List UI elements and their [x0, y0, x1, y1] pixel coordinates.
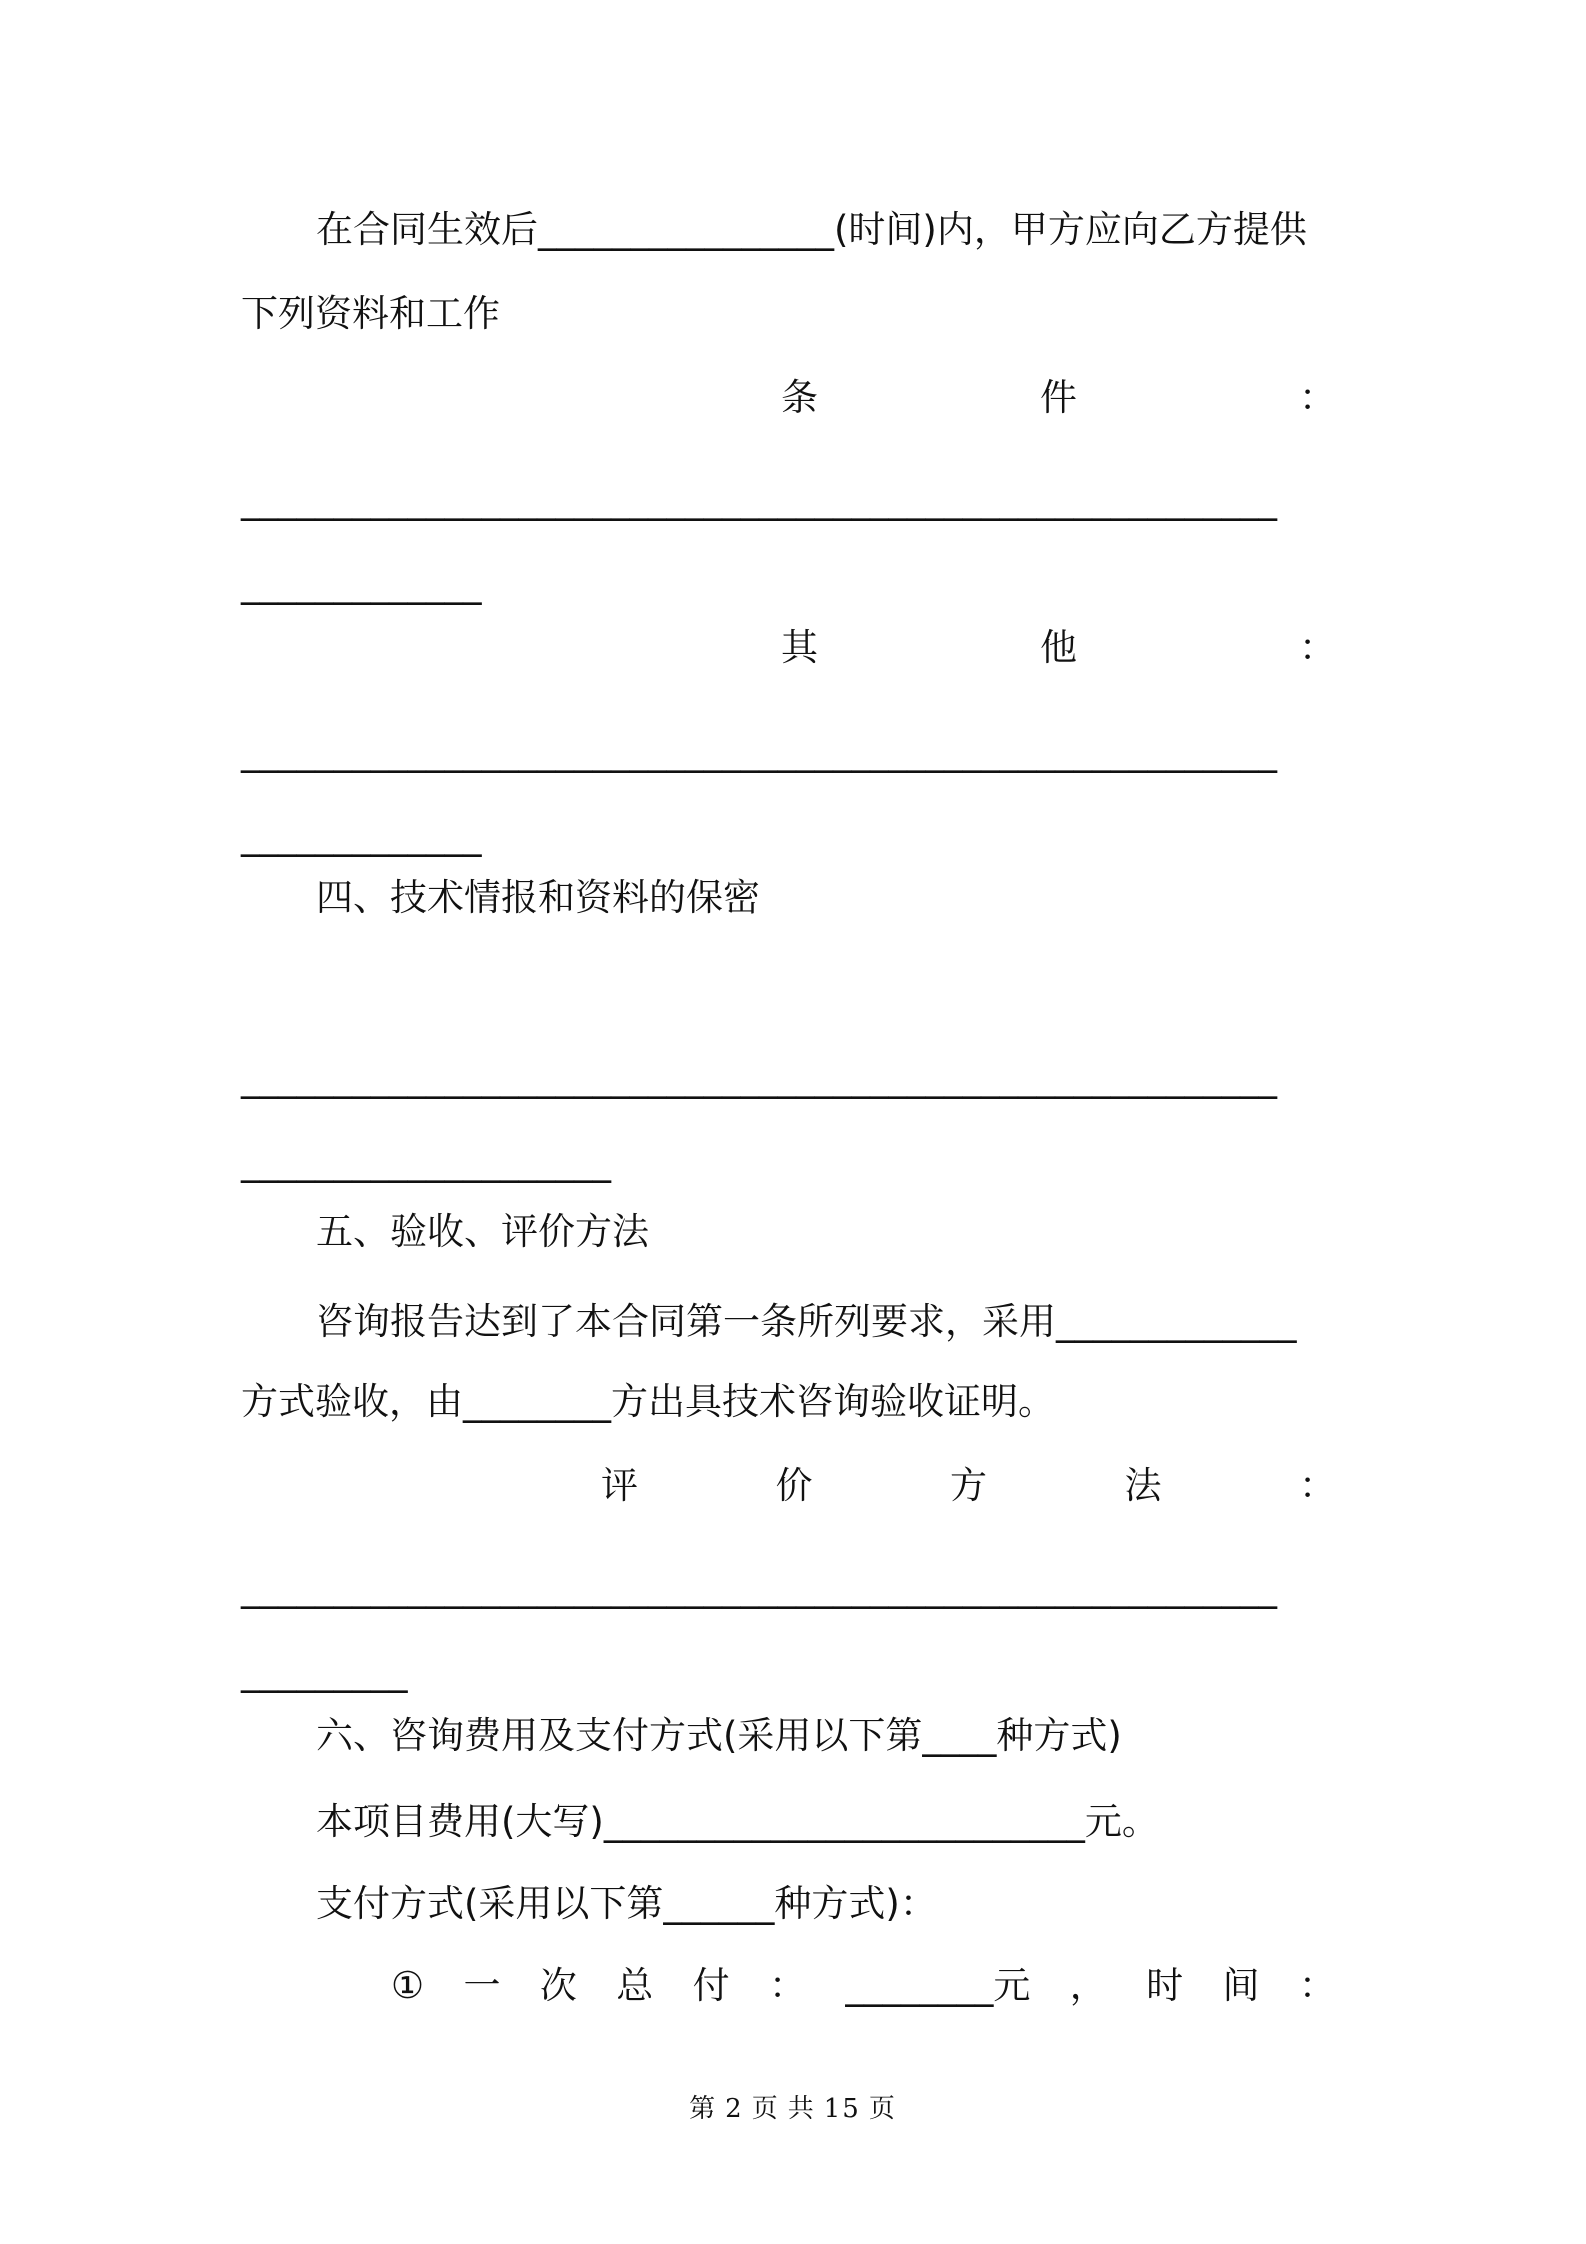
section-5-heading: 五、验收、评价方法 [316, 1210, 649, 1253]
payment-time-char-2: 间 [1222, 1964, 1260, 2007]
conditions-char-2: 件 [1040, 376, 1077, 419]
payment-char-1: 一 [463, 1964, 501, 2007]
conditions-heading [241, 374, 1336, 422]
evaluation-char-2: 价 [775, 1464, 813, 1507]
footer-page-label: 第 [689, 2094, 718, 2124]
payment-method-line: 支付方式(采用以下第______种方式)： [316, 1882, 937, 1925]
payment-amount-blank: ________元 [845, 1964, 1031, 2007]
payment-time-char-1: 时 [1146, 1964, 1184, 2007]
footer-page-unit: 页 [751, 2094, 780, 2124]
acceptance-line-2: 方式验收，由________方出具技术咨询验收证明。 [241, 1380, 1055, 1423]
other-char-2: 他 [1040, 626, 1077, 669]
evaluation-char-1: 评 [601, 1464, 638, 1507]
other-colon: ： [1299, 626, 1336, 669]
payment-char-4: 付 [692, 1964, 730, 2007]
payment-char-3: 总 [616, 1964, 654, 2007]
evaluation-blank-1: ________________________________________________________ [241, 1566, 1277, 1609]
payment-colon-2: ： [1298, 1964, 1336, 2007]
evaluation-char-4: 法 [1124, 1464, 1162, 1507]
lump-sum-payment-line [241, 1962, 1336, 2010]
payment-comma: ， [1069, 1964, 1107, 2007]
conditions-blank-2: _____________ [241, 562, 482, 605]
conditions-blank-1: ________________________________________________________ [241, 478, 1277, 521]
other-heading [241, 624, 1336, 672]
fee-amount-line: 本项目费用(大写)__________________________元。 [316, 1800, 1159, 1843]
confidentiality-blank-1: ________________________________________________________ [241, 1056, 1277, 1099]
clause-line-1: 在合同生效后________________(时间)内，甲方应向乙方提供 [316, 208, 1307, 251]
footer-page-number: 2 [725, 2094, 744, 2124]
section-6-heading: 六、咨询费用及支付方式(采用以下第____种方式) [316, 1714, 1122, 1757]
conditions-char-1: 条 [781, 376, 818, 419]
footer-total-label: 共 [787, 2094, 816, 2124]
confidentiality-blank-2: ____________________ [241, 1140, 611, 1183]
other-char-1: 其 [781, 626, 818, 669]
page-footer [0, 2092, 1586, 2126]
footer-total-unit: 页 [868, 2094, 897, 2124]
section-4-heading: 四、技术情报和资料的保密 [316, 876, 760, 919]
other-blank-1: ________________________________________________________ [241, 730, 1277, 773]
other-blank-2: _____________ [241, 814, 482, 857]
footer-total-number: 15 [823, 2094, 861, 2124]
conditions-colon: ： [1299, 376, 1336, 419]
evaluation-char-3: 方 [950, 1464, 987, 1507]
clause-line-2: 下列资料和工作 [241, 292, 500, 335]
payment-colon-1: ： [769, 1964, 807, 2007]
evaluation-heading [241, 1462, 1336, 1510]
evaluation-blank-2: _________ [241, 1650, 408, 1693]
circled-one: ① [391, 1964, 425, 2007]
acceptance-line-1: 咨询报告达到了本合同第一条所列要求，采用_____________ [316, 1300, 1297, 1343]
evaluation-colon: ： [1299, 1464, 1336, 1507]
payment-char-2: 次 [539, 1964, 577, 2007]
